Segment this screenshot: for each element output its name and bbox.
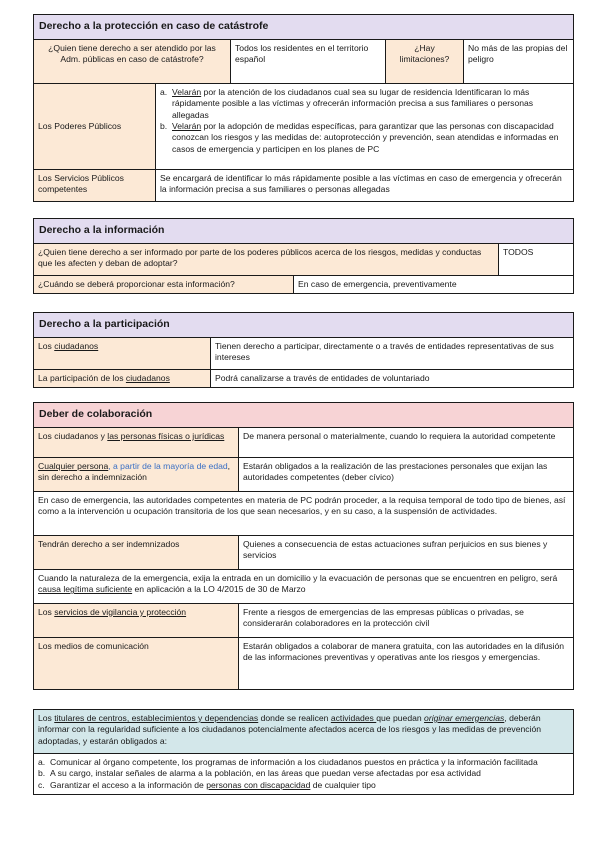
- colaboracion-indemnizados-text: Quienes a consecuencia de estas actuaciones sufran perjuicios en sus bienes y servicios: [239, 535, 574, 569]
- colaboracion-title: Deber de colaboración: [34, 403, 574, 428]
- servicios-publicos-label: Los Servicios Públicos competentes: [34, 169, 156, 201]
- proteccion-answer-quien: Todos los residentes en el territorio español: [231, 39, 386, 83]
- informacion-question-quien: ¿Quien tiene derecho a ser informado por parte de los poderes públicos acerca de los riesgos, medidas y conductas que les afecten y deban de adoptar?: [34, 243, 499, 275]
- proteccion-question-limitaciones: ¿Hay limitaciones?: [386, 39, 464, 83]
- poderes-item-a: a. Velarán por la atención de los ciudadanos cual sea su lugar de residencia Identificaran lo más rápidamente posible a las víctimas y ofrecerán información precisa a sus familiares o personas allegadas: [160, 86, 534, 120]
- colaboracion-requisa-text: En caso de emergencia, las autoridades competentes en materia de PC podrán proceder, a la requisa temporal de todo tipo de bienes, así como a la intervención u ocupación transitoria de los que sean necesarios, y en su caso, a la suspensión de actividades.: [34, 491, 574, 535]
- colaboracion-cualquier-label: Cualquier persona, a partir de la mayoría de edad, sin derecho a indemnización: [34, 457, 239, 491]
- titulares-table: [33, 709, 574, 795]
- participacion-title: Derecho a la participación: [34, 313, 574, 338]
- informacion-title: Derecho a la información: [34, 219, 574, 244]
- colaboracion-cualquier-text: Estarán obligados a la realización de las prestaciones personales que exijan las autoridades competentes (deber cívico): [239, 457, 574, 491]
- obligacion-item-a: a. Comunicar al órgano competente, los programas de información a los ciudadanos puestos en práctica y la información facilitada: [38, 757, 538, 767]
- colaboracion-vigilancia-text: Frente a riesgos de emergencias de las empresas públicas o privadas, se considerarán colaboradores en la protección civil: [239, 603, 574, 637]
- participacion-canal-text: Podrá canalizarse a través de entidades de voluntariado: [211, 369, 574, 387]
- titulares-paragraph: Los titulares de centros, establecimientos y dependencias donde se realicen actividades que puedan originar emergencias, deberán informar con la regularidad suficiente a los ciudadanos potencialmente afectados acerca de los riesgos y las medidas de prevención adoptadas, y estarán obligados a:: [34, 710, 574, 754]
- proteccion-question-quien: ¿Quien tiene derecho a ser atendido por las Adm. públicas en caso de catástrofe?: [34, 39, 231, 83]
- obligacion-item-b: b. A su cargo, instalar señales de alarma a la población, en las áreas que puedan verse afectadas por esa actividad: [38, 768, 481, 779]
- participacion-table: [33, 312, 574, 388]
- proteccion-answer-limitaciones: No más de las propias del peligro: [464, 39, 574, 83]
- poderes-publicos-label: Los Poderes Públicos: [34, 83, 156, 169]
- informacion-answer-cuando: En caso de emergencia, preventivamente: [294, 275, 574, 293]
- participacion-ciudadanos-label: Los ciudadanos: [34, 337, 211, 369]
- informacion-question-cuando: ¿Cuándo se deberá proporcionar esta información?: [34, 275, 294, 293]
- proteccion-title: Derecho a la protección en caso de catástrofe: [34, 15, 574, 40]
- colaboracion-vigilancia-label: Los servicios de vigilancia y protección: [34, 603, 239, 637]
- servicios-publicos-text: Se encargará de identificar lo más rápidamente posible a las víctimas en caso de emergencia y ofrecerán la información precisa a sus familiares o personas allegadas: [156, 169, 574, 201]
- colaboracion-domicilio-text: Cuando la naturaleza de la emergencia, exija la entrada en un domicilio y la evacuación de personas que se encuentren en peligro, será causa legítima suficiente en aplicación a la LO 4/2015 de 30 de Marzo: [34, 569, 574, 603]
- informacion-table: [33, 218, 574, 294]
- participacion-ciudadanos-text: Tienen derecho a participar, directamente o a través de entidades representativas de sus intereses: [211, 337, 574, 369]
- colaboracion-indemnizados-label: Tendrán derecho a ser indemnizados: [34, 535, 239, 569]
- titulares-obligaciones-list: [34, 754, 574, 795]
- colaboracion-medios-label: Los medios de comunicación: [34, 637, 239, 689]
- colaboracion-personas-label: Los ciudadanos y las personas físicas o jurídicas: [34, 427, 239, 457]
- participacion-canal-label: La participación de los ciudadanos: [34, 369, 211, 387]
- proteccion-table: [33, 14, 574, 202]
- informacion-answer-quien: TODOS: [499, 243, 574, 275]
- obligacion-item-c: c. Garantizar el acceso a la información de personas con discapacidad de cualquier tipo: [38, 779, 376, 790]
- poderes-item-b: b. Velarán por la adopción de medidas específicas, para garantizar que las personas con discapacidad conozcan los riesgos y las medidas de: autoprotección y prevención, sean atendidas e informadas en casos de emergencia y participen en los planes de PC: [160, 120, 559, 154]
- colaboracion-personas-text: De manera personal o materialmente, cuando lo requiera la autoridad competente: [239, 427, 574, 457]
- colaboracion-table: [33, 402, 574, 690]
- colaboracion-medios-text: Estarán obligados a colaborar de manera gratuita, con las autoridades en la difusión de las informaciones preventivas y operativas ante los riesgos y emergencias.: [239, 637, 574, 689]
- poderes-publicos-list: [156, 83, 574, 169]
